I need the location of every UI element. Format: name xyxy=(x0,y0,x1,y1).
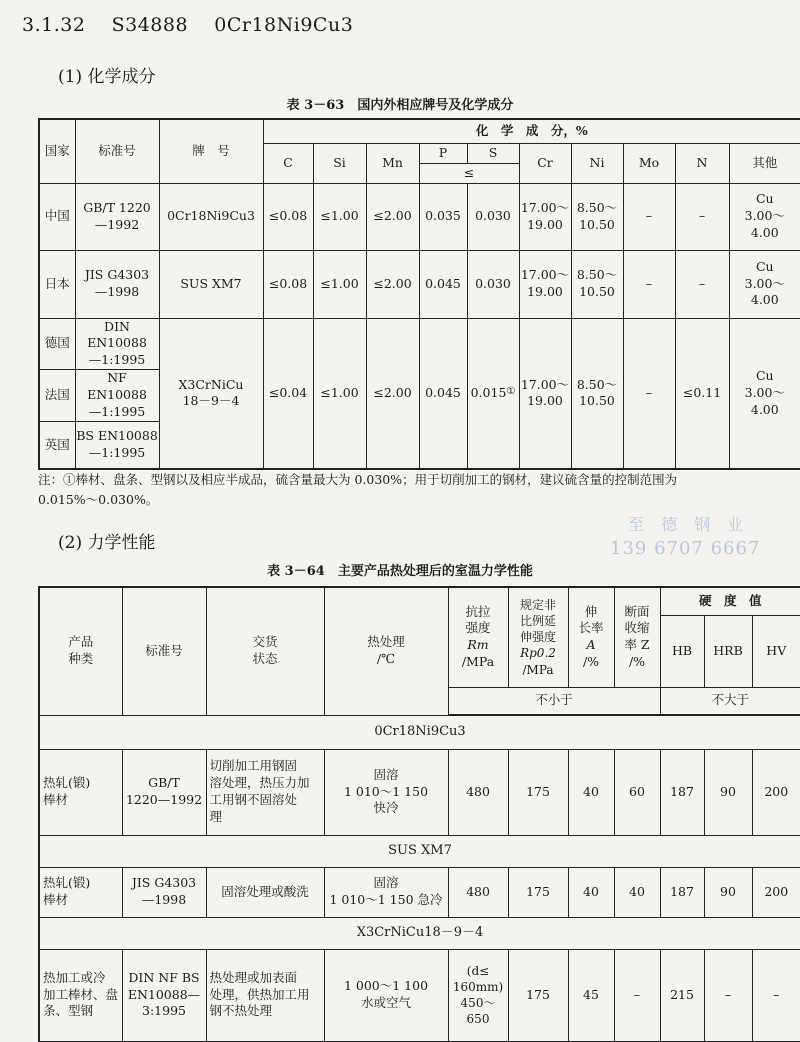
table2-caption: 表 3－64 主要产品热处理后的室温力学性能 xyxy=(267,564,533,579)
cr-value: 17.00～ 19.00 xyxy=(519,250,571,318)
table1-footnote xyxy=(38,470,798,510)
hdr-si: Si xyxy=(313,143,366,183)
hdr-not-greater-than: 不大于 xyxy=(660,687,800,715)
hdr-other: 其他 xyxy=(729,143,800,183)
cr-value: 17.00～ 19.00 xyxy=(519,318,571,469)
country: 英国 xyxy=(39,421,75,469)
c-value: ≤0.04 xyxy=(263,318,313,469)
grade-section-header: 0Cr18Ni9Cu3 xyxy=(39,715,800,749)
s-value: 0.030 xyxy=(467,183,519,250)
hv: – xyxy=(752,949,800,1041)
si-value: ≤1.00 xyxy=(313,250,366,318)
c-value: ≤0.08 xyxy=(263,250,313,318)
hdr-hb: HB xyxy=(660,615,704,687)
table-row xyxy=(39,749,800,835)
n-value: ≤0.11 xyxy=(675,318,729,469)
p-value: 0.035 xyxy=(419,183,467,250)
s-value: 0.030 xyxy=(467,250,519,318)
hdr-grade: 牌 号 xyxy=(159,119,263,183)
hdr-c: C xyxy=(263,143,313,183)
hdr-composition: 化 学 成 分，% xyxy=(263,119,800,143)
delivery: 固溶处理或酸洗 xyxy=(206,867,324,917)
hdr-n: N xyxy=(675,143,729,183)
hdr-yield: 规定非 比例延 伸强度 Rp0.2 /MPa xyxy=(508,587,568,687)
yield: 175 xyxy=(508,749,568,835)
country: 日本 xyxy=(39,250,75,318)
tensile: 480 xyxy=(448,749,508,835)
hdr-s: S xyxy=(467,143,519,163)
heat-treatment: 固溶 1 010～1 150 快冷 xyxy=(324,749,448,835)
hdr-mn: Mn xyxy=(366,143,419,183)
grade-name: 0Cr18Ni9Cu3 xyxy=(214,14,354,36)
table1-caption: 表 3－63 国内外相应牌号及化学成分 xyxy=(286,98,514,113)
mn-value: ≤2.00 xyxy=(366,183,419,250)
hdr-product: 产品 种类 xyxy=(39,587,122,715)
p-value: 0.045 xyxy=(419,318,467,469)
table-row xyxy=(39,867,800,917)
elongation: 40 xyxy=(568,867,614,917)
hdr-cr: Cr xyxy=(519,143,571,183)
delivery: 热处理或加表面 处理，供热加工用 钢不热处理 xyxy=(206,949,324,1041)
hb: 215 xyxy=(660,949,704,1041)
elongation: 45 xyxy=(568,949,614,1041)
mn-value: ≤2.00 xyxy=(366,318,419,469)
standard: BS EN10088 —1:1995 xyxy=(75,421,159,469)
product: 热轧(锻) 棒材 xyxy=(39,749,122,835)
grade-section-header: SUS XM7 xyxy=(39,835,800,867)
hdr-hardness: 硬 度 值 xyxy=(660,587,800,615)
yield: 175 xyxy=(508,949,568,1041)
standard: NF EN10088 —1:1995 xyxy=(75,370,159,422)
hdr-standard: 标准号 xyxy=(75,119,159,183)
reduction: 40 xyxy=(614,867,660,917)
hdr-delivery: 交货 状态 xyxy=(206,587,324,715)
hdr-hrb: HRB xyxy=(704,615,752,687)
other-value: Cu 3.00～ 4.00 xyxy=(729,250,800,318)
n-value: – xyxy=(675,250,729,318)
ni-value: 8.50～ 10.50 xyxy=(571,318,623,469)
standard: JIS G4303 —1998 xyxy=(75,250,159,318)
tensile: (d≤ 160mm) 450～ 650 xyxy=(448,949,508,1041)
reduction: – xyxy=(614,949,660,1041)
footnote-line-2: 0.015%～0.030%。 xyxy=(38,492,159,507)
mo-value: – xyxy=(623,183,675,250)
country: 德国 xyxy=(39,318,75,370)
footnote-line-1: 注：①棒材、盘条、型钢以及相应半成品，硫含量最大为 0.030%；用于切削加工的钢材，建议硫含量的控制范围为 xyxy=(38,472,678,487)
grade: SUS XM7 xyxy=(159,250,263,318)
watermark-phone: 139 6707 6667 xyxy=(610,538,761,559)
hdr-heat-treatment: 热处理 /℃ xyxy=(324,587,448,715)
n-value: – xyxy=(675,183,729,250)
standard: GB/T 1220—1992 xyxy=(122,749,206,835)
standard: DIN EN10088 —1:1995 xyxy=(75,318,159,370)
heat-treatment: 固溶 1 010～1 150 急冷 xyxy=(324,867,448,917)
hdr-p: P xyxy=(419,143,467,163)
hv: 200 xyxy=(752,867,800,917)
standard: JIS G4303 —1998 xyxy=(122,867,206,917)
chemical-composition-table xyxy=(38,118,800,470)
hdr-elongation: 伸 长率 A /% xyxy=(568,587,614,687)
elongation: 40 xyxy=(568,749,614,835)
si-value: ≤1.00 xyxy=(313,318,366,469)
reduction: 60 xyxy=(614,749,660,835)
uns-code: S34888 xyxy=(111,14,189,36)
si-value: ≤1.00 xyxy=(313,183,366,250)
hdr-hv: HV xyxy=(752,615,800,687)
tensile: 480 xyxy=(448,867,508,917)
hdr-standard: 标准号 xyxy=(122,587,206,715)
product: 热加工或冷 加工棒材、盘 条、型钢 xyxy=(39,949,122,1041)
ni-value: 8.50～ 10.50 xyxy=(571,250,623,318)
p-value: 0.045 xyxy=(419,250,467,318)
country: 中国 xyxy=(39,183,75,250)
heat-treatment: 1 000～1 100 水或空气 xyxy=(324,949,448,1041)
section-number: 3.1.32 xyxy=(22,14,86,36)
ni-value: 8.50～ 10.50 xyxy=(571,183,623,250)
mechanical-properties-table xyxy=(38,586,800,1042)
hdr-country: 国家 xyxy=(39,119,75,183)
c-value: ≤0.08 xyxy=(263,183,313,250)
hdr-mo: Mo xyxy=(623,143,675,183)
hrb: – xyxy=(704,949,752,1041)
hdr-not-less-than: 不小于 xyxy=(448,687,660,715)
mn-value: ≤2.00 xyxy=(366,250,419,318)
table-row xyxy=(39,318,800,370)
hdr-ni: Ni xyxy=(571,143,623,183)
mo-value: – xyxy=(623,318,675,469)
other-value: Cu 3.00～ 4.00 xyxy=(729,318,800,469)
s-value: 0.015① xyxy=(467,318,519,469)
hb: 187 xyxy=(660,749,704,835)
section-chemical-title: (1) 化学成分 xyxy=(58,67,156,87)
country: 法国 xyxy=(39,370,75,422)
footnote-mark: ① xyxy=(506,385,516,397)
grade: X3CrNiCu 18－9－4 xyxy=(159,318,263,469)
hdr-tensile: 抗拉 强度 Rm /MPa xyxy=(448,587,508,687)
hdr-reduction: 断面 收缩 率 Z /% xyxy=(614,587,660,687)
grade-section-header: X3CrNiCu18－9－4 xyxy=(39,917,800,949)
mo-value: – xyxy=(623,250,675,318)
hrb: 90 xyxy=(704,749,752,835)
hrb: 90 xyxy=(704,867,752,917)
hdr-le: ≤ xyxy=(419,163,519,183)
product: 热轧(锻) 棒材 xyxy=(39,867,122,917)
standard: GB/T 1220 —1992 xyxy=(75,183,159,250)
cr-value: 17.00～ 19.00 xyxy=(519,183,571,250)
hv: 200 xyxy=(752,749,800,835)
other-value: Cu 3.00～ 4.00 xyxy=(729,183,800,250)
table-row xyxy=(39,949,800,1041)
page-heading xyxy=(22,14,353,36)
section-mechanical-title: (2) 力学性能 xyxy=(58,533,156,553)
yield: 175 xyxy=(508,867,568,917)
table-row xyxy=(39,250,800,318)
delivery: 切削加工用钢固 溶处理，热压力加 工用钢不固溶处 理 xyxy=(206,749,324,835)
table-row xyxy=(39,183,800,250)
grade: 0Cr18Ni9Cu3 xyxy=(159,183,263,250)
watermark-company: 至 德 钢 业 xyxy=(628,515,750,534)
standard: DIN NF BS EN10088— 3:1995 xyxy=(122,949,206,1041)
hb: 187 xyxy=(660,867,704,917)
